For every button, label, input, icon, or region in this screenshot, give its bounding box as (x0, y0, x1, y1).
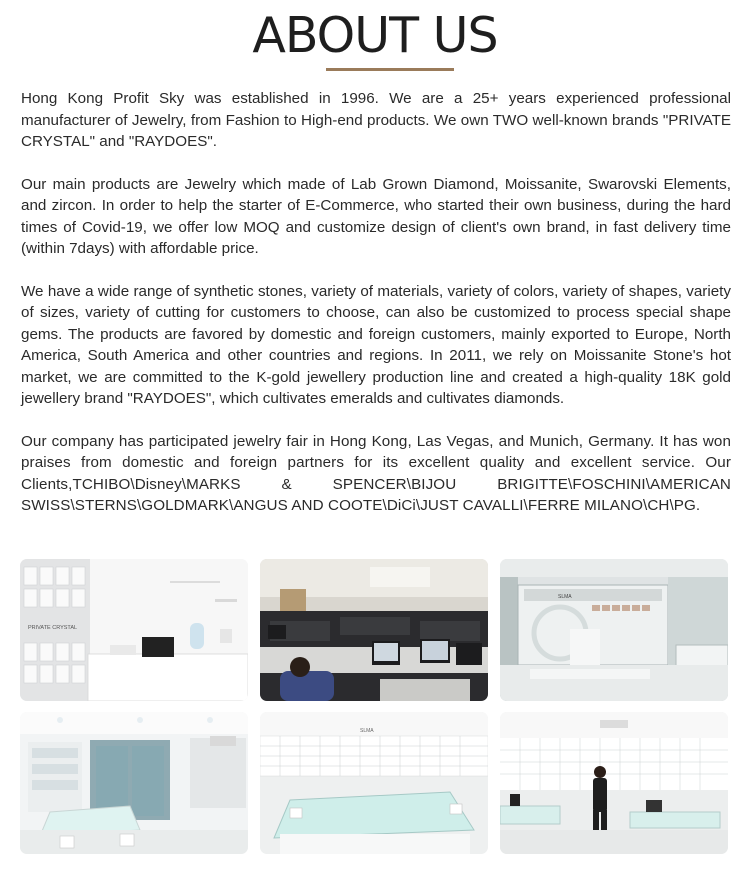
photo-office-corner (20, 559, 248, 701)
slma-sign: SLMA (558, 594, 572, 600)
photo-showroom-entrance (500, 559, 728, 701)
about-text (21, 88, 731, 538)
title-underline (326, 68, 454, 71)
paragraph-history: Hong Kong Profit Sky was established in 1996. We are a 25+ years experienced professional manufacturer of Jewelry, from Fashion to High-end products. We own TWO well-known brands "PRIVATE CRYSTAL" and "RAYDOES". (21, 90, 731, 150)
paragraph-clients: Our company has participated jewelry fair in Hong Kong, Las Vegas, and Munich, Germany. It has won praises from domestic and foreign partners for its excellent quality and excellent service. Our Clients,TCHIBO\Disney\MARKS & SPENCER\BIJOU BRIGITTE\FOSCHINI\AMERICAN SWISS\STERNS\GOLDMARK\ANGUS AND COOTE\DiCi\JUST CAVALLI\FERRE MILANO\CH\PG. (21, 432, 731, 514)
paragraph-capabilities: We have a wide range of synthetic stones, variety of materials, variety of colors, variety of shapes, variety of sizes, variety of cutting for customers to choose, can also be customized to process special shape gems. The products are favored by domestic and foreign customers, mainly exported to Europe, North America, South America and other countries and regions. In 2011, we rely on Moissanite Stone's hot market, we are committed to the K-gold jewellery production line and created a high-quality 18K gold jewellery brand "RAYDOES", which cultivates emeralds and cultivates diamonds. (21, 282, 731, 407)
photo-office-workstations (260, 559, 488, 701)
page-title: ABOUT US (252, 7, 498, 64)
photo-showroom-table (260, 712, 488, 854)
showroom-sign: SLMA (360, 728, 374, 734)
photo-reception-area (20, 712, 248, 854)
private-crystal-sign: PRIVATE CRYSTAL (28, 625, 78, 631)
paragraph-products: Our main products are Jewelry which made of Lab Grown Diamond, Moissanite, Swarovski Elements, and zircon. In order to help the starter of E-Commerce, who started their own business, during the hard times of Covid-19, we offer low MOQ and customize design of client's own brand, in fast delivery time (within 7days) with affordable price. (21, 175, 731, 257)
photo-showroom-staff (500, 712, 728, 854)
